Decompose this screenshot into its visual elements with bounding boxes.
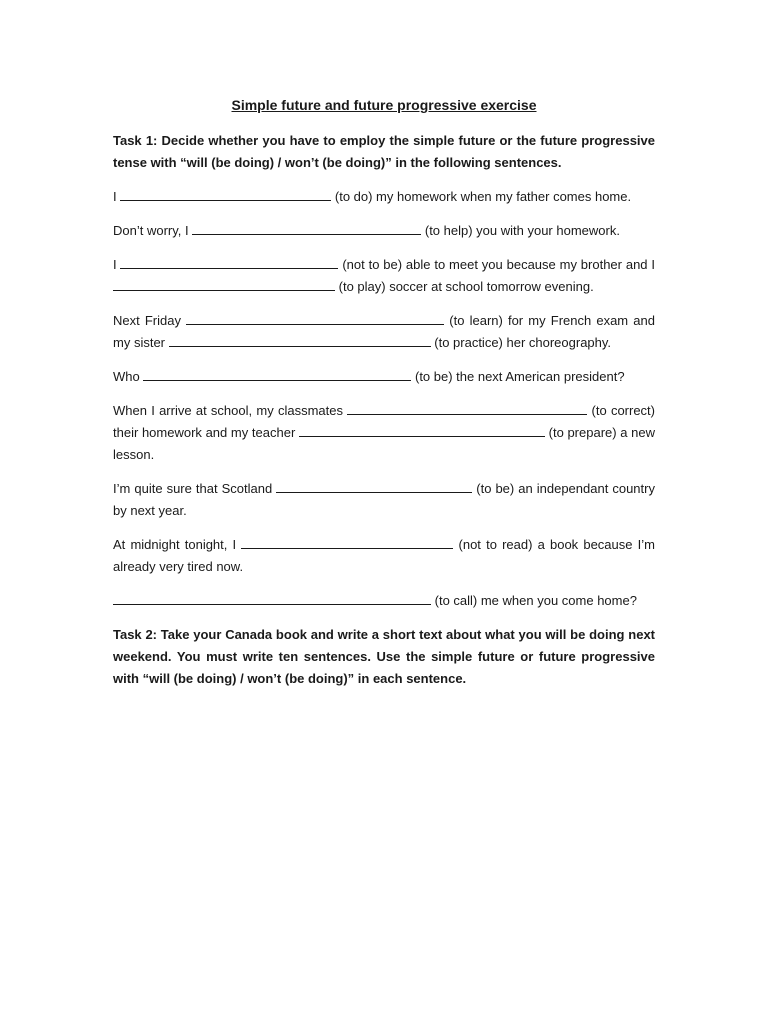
answer-blank-6a[interactable] [347,401,587,415]
sentence-7: I’m quite sure that Scotland (to be) an independant country by next year. [113,481,655,518]
sentence-1: I (to do) my homework when my father comes home. [113,189,632,204]
task-1-instructions: Task 1: Decide whether you have to employ the simple future or the future progressive tense with “will (be doing) / won’t (be doing)” in the following sentences. [113,133,655,170]
answer-blank-9[interactable] [113,591,431,605]
answer-blank-5[interactable] [143,367,411,381]
answer-blank-6b[interactable] [299,423,545,437]
task-2-instructions: Task 2: Take your Canada book and write a short text about what you will be doing next weekend. You must write ten sentences. Use the simple future or future progressive with “will (be doing) / won’t (be doing)” in each sentence. [113,627,655,686]
sentence-8: At midnight tonight, I (not to read) a book because I’m already very tired now. [113,537,655,574]
sentence-4: Next Friday (to learn) for my French exam and my sister (to practice) her choreography. [113,313,655,350]
answer-blank-2[interactable] [192,221,421,235]
sentence-9: (to call) me when you come home? [113,590,655,612]
answer-blank-7[interactable] [276,479,472,493]
sentence-2: Don’t worry, I (to help) you with your homework. [113,223,620,238]
answer-blank-8[interactable] [241,535,453,549]
sentence-3: I (not to be) able to meet you because my brother and I (to play) soccer at school tomorrow evening. [113,257,655,294]
sentence-5: Who (to be) the next American president? [113,369,625,384]
page-title: Simple future and future progressive exercise [231,97,537,113]
answer-blank-3a[interactable] [120,255,338,269]
answer-blank-3b[interactable] [113,277,335,291]
worksheet-page [113,94,655,702]
sentence-6: When I arrive at school, my classmates (to correct) their homework and my teacher (to prepare) a new lesson. [113,403,655,462]
answer-blank-4a[interactable] [186,311,444,325]
answer-blank-4b[interactable] [169,333,431,347]
answer-blank-1[interactable] [120,187,331,201]
